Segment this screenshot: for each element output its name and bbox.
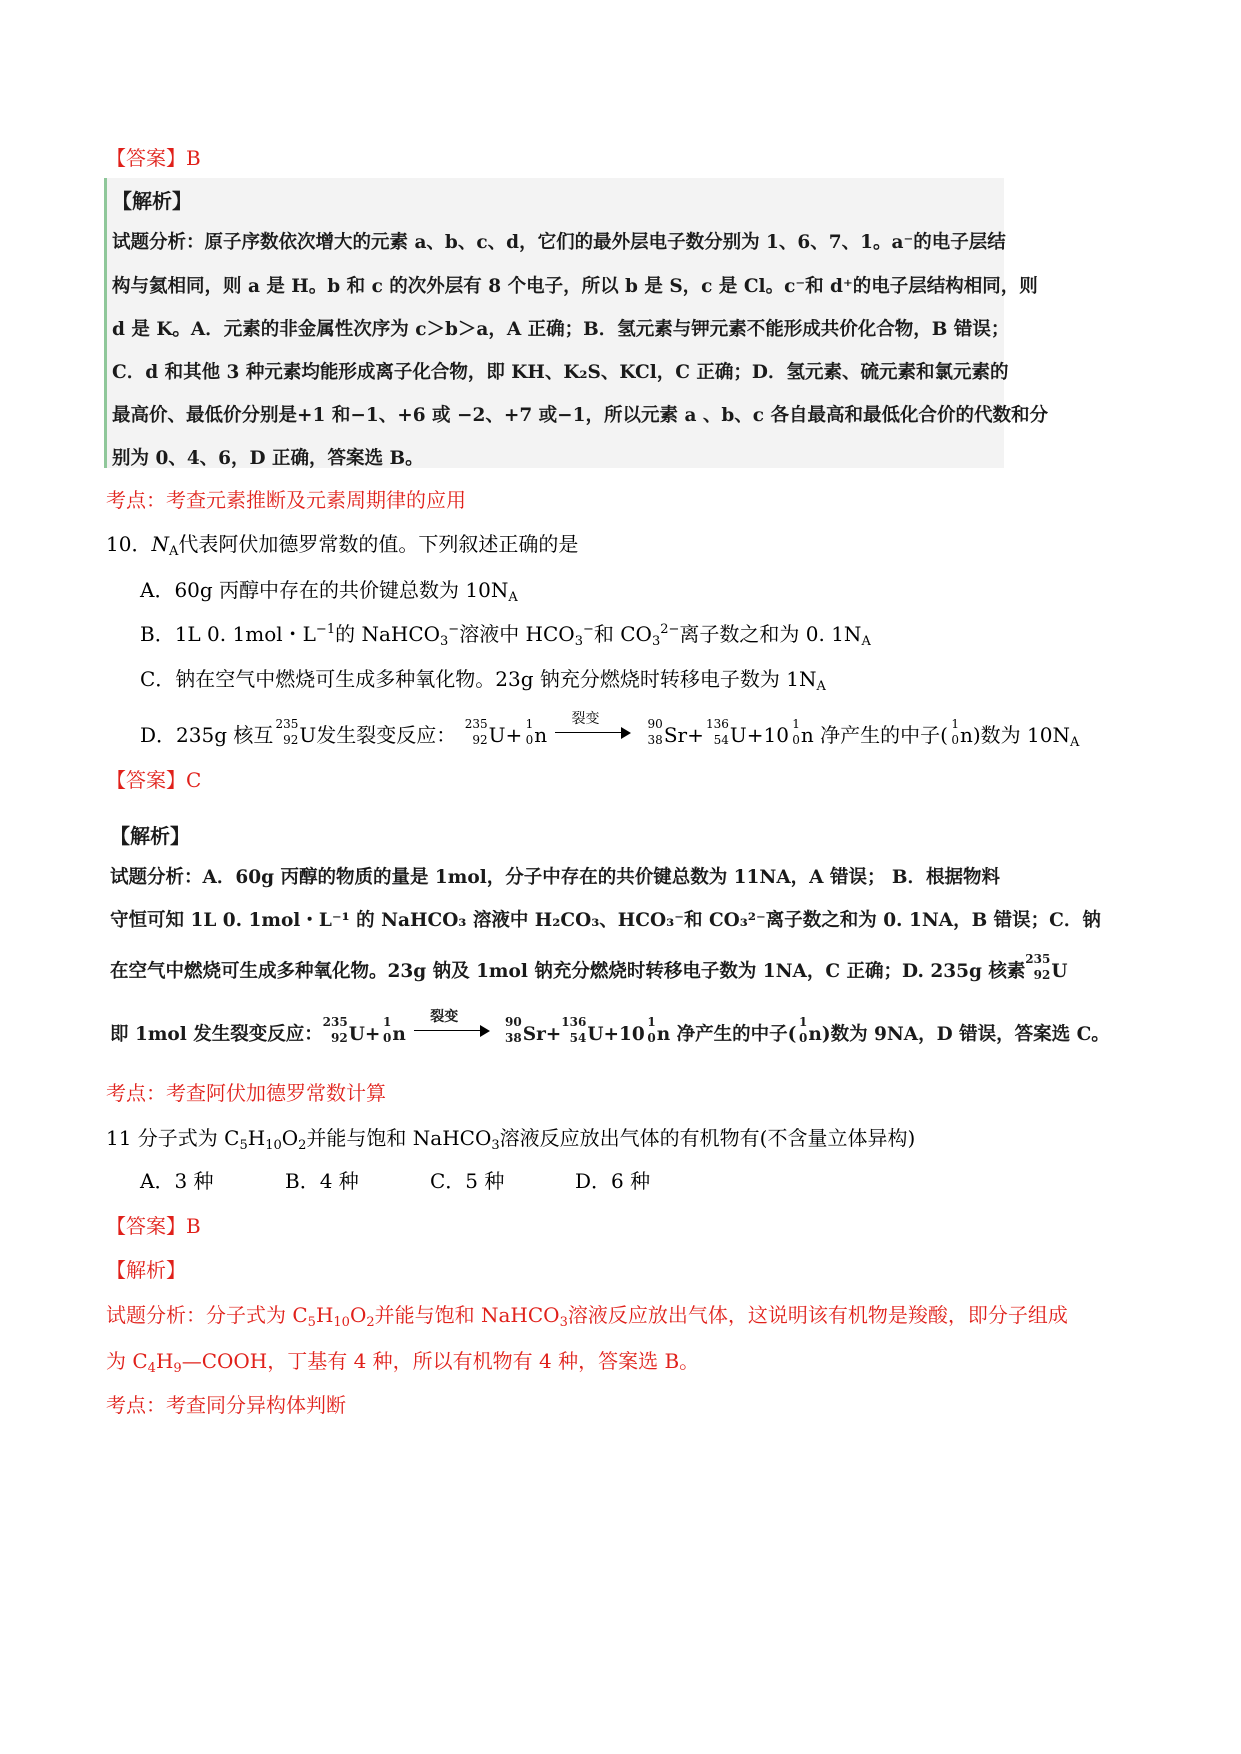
q11-stem-s2: 10	[265, 1138, 282, 1153]
q10-option-b-end: 离子数之和为 0. 1N	[679, 622, 862, 646]
nuclide-number: 38	[505, 1031, 522, 1045]
q10-kaodian: 考点：考查阿伏加德罗常数计算	[106, 1081, 386, 1105]
q10-option-d-u-nuclide	[273, 717, 299, 748]
q10-option-d-tail2: n)数为 10N	[959, 723, 1070, 747]
fission-arrow-icon	[553, 711, 631, 744]
q11-stem	[106, 1122, 915, 1153]
q10-option-d	[140, 711, 1080, 750]
q11-analysis-end: 溶液反应放出气体，这说明该有机物是羧酸，即分子组成	[567, 1303, 1068, 1327]
nuclide-mass: 90	[505, 1015, 522, 1029]
a-u235: U+	[348, 1024, 381, 1045]
q10-option-b-mid3: 和 CO	[593, 622, 652, 646]
q9-answer: 【答案】B	[106, 146, 201, 170]
nuclide-number: 92	[1033, 968, 1051, 982]
q11-stem-s4: 3	[491, 1138, 500, 1153]
tail-n-nuclide	[948, 717, 960, 748]
q10-option-c	[140, 663, 826, 694]
nuclide-number: 92	[472, 733, 488, 747]
q10-option-b-mid1: 的 NaHCO	[335, 622, 441, 646]
nuclide-number: 54	[569, 1031, 587, 1045]
q10-option-b	[140, 618, 871, 649]
q9-analysis-line-5: 最高价、最低价分别是+1 和−1、+6 或 −2、+7 或−1，所以元素 a 、b、c 各自最高和最低化合价的代数和分	[112, 405, 1049, 426]
nuclide-mass: 235	[464, 717, 488, 731]
q11-stem-end: 溶液反应放出气体的有机物有(不含量立体异构)	[499, 1126, 916, 1150]
q10-option-b-sup3: −	[582, 622, 594, 637]
q11-analysis-h: H	[315, 1303, 334, 1327]
nuclide-number: 0	[647, 1031, 656, 1045]
a-u136: U+10	[587, 1024, 645, 1045]
q9-analysis-line-1: 试题分析：原子序数依次增大的元素 a、b、c、d，它们的最外层电子数分别为 1、6、7、1。a⁻的电子层结	[112, 232, 1006, 253]
q10-analysis-line-4-pre: 即 1mol 发生裂变反应：	[110, 1024, 323, 1045]
nuclide-number: 92	[283, 733, 299, 747]
nuclide-number: 92	[331, 1031, 348, 1045]
nuclide-mass: 235	[275, 717, 299, 731]
q11-option-c: C．5 种	[430, 1169, 505, 1193]
nuclide-mass: 136	[561, 1015, 587, 1029]
q10-option-c-sub: A	[816, 679, 826, 694]
nuclide-number: 38	[647, 733, 663, 747]
q10-analysis-line-1: 试题分析：A．60g 丙醇的物质的量是 1mol，分子中存在的共价键总数为 11NA，A 错误； B．根据物料	[110, 867, 1001, 888]
fission-arrow-label: 裂变	[430, 1009, 459, 1025]
q9-analysis-line-4: C．d 和其他 3 种元素均能形成离子化合物，即 KH、K₂S、KCl，C 正确；D．氢元素、硫元素和氯元素的	[112, 362, 1009, 383]
nuclide-mass: 1	[382, 1015, 392, 1029]
q9-analysis-line-2: 构与氦相同，则 a 是 H。b 和 c 的次外层有 8 个电子，所以 b 是 S，c 是 Cl。c⁻和 d⁺的电子层结构相同，则	[112, 276, 1038, 297]
q10-analysis-line-4-post: 净产生的中子(	[676, 1024, 797, 1045]
q10-analysis-u: U	[1051, 961, 1068, 982]
q10-option-b-sub1: 3	[440, 634, 449, 649]
q11-stem-pre: 11 分子式为 C	[106, 1126, 240, 1150]
q9-analysis-line-6: 别为 0、4、6，D 正确，答案选 B。	[112, 448, 424, 469]
nuclide-mass: 235	[322, 1015, 348, 1029]
q11-kaodian: 考点：考查同分异构体判断	[106, 1393, 346, 1417]
eq-n2-nuclide	[789, 717, 801, 748]
eq-sr-nuclide	[638, 717, 664, 748]
nuclide-mass: 1	[799, 1015, 808, 1029]
q10-option-a-text: A．60g 丙醇中存在的共价键总数为 10N	[140, 578, 509, 602]
q10-answer: 【答案】C	[106, 768, 202, 792]
q10-stem-rest: 代表阿伏加德罗常数的值。下列叙述正确的是	[178, 532, 579, 556]
q10-option-a	[140, 574, 518, 605]
eq-sr: Sr+	[663, 723, 704, 747]
q11-analysis-s2: 10	[333, 1315, 350, 1330]
q11-analysis-line-2	[106, 1345, 699, 1376]
q11-analysis2-s2: 9	[173, 1361, 182, 1376]
q10-analysis-title: 【解析】	[110, 824, 190, 848]
q11-stem-o: O	[281, 1126, 299, 1150]
nuclide-number: 54	[713, 733, 729, 747]
q10-stem-na-sub: A	[168, 544, 179, 559]
nuclide-mass: 90	[647, 717, 663, 731]
eq-n: n	[534, 723, 548, 747]
a-n2: n	[656, 1024, 671, 1045]
q10-stem	[106, 528, 578, 559]
q11-answer: 【答案】B	[106, 1214, 201, 1238]
nuclide-number: 0	[951, 733, 959, 747]
q11-analysis-o: O	[349, 1303, 367, 1327]
nuclide-mass: 136	[705, 717, 729, 731]
eq-u136-nuclide	[704, 717, 730, 748]
q10-analysis-line-3	[110, 952, 1068, 983]
q9-analysis-bar	[104, 178, 107, 468]
nuclide-number: 0	[525, 733, 534, 747]
q10-analysis-line-3-text: 在空气中燃烧可生成多种氧化物。23g 钠及 1mol 钠充分燃烧时转移电子数为 1NA，C 正确；D. 235g 核素	[110, 961, 1026, 982]
a-sr-nuclide	[497, 1015, 523, 1046]
q9-analysis-title: 【解析】	[112, 189, 192, 213]
q10-analysis-line-4	[110, 1009, 1110, 1046]
nuclide-number: 0	[792, 733, 800, 747]
eq-n-nuclide	[522, 717, 534, 748]
q10-option-b-mid2: 溶液中 HCO	[459, 622, 575, 646]
q10-option-b-sub-end: A	[861, 634, 871, 649]
a-u235-nuclide	[322, 1015, 349, 1046]
q10-option-c-text: C．钠在空气中燃烧可生成多种氧化物。23g 钠充分燃烧时转移电子数为 1N	[140, 667, 817, 691]
q11-stem-s3: 2	[298, 1138, 307, 1153]
q11-analysis-s4: 3	[559, 1315, 568, 1330]
a-u136-nuclide	[561, 1015, 587, 1046]
q10-option-d-tail1: 净产生的中子(	[820, 723, 948, 747]
q11-analysis-title: 【解析】	[106, 1258, 186, 1282]
q10-analysis-u-nuclide	[1025, 952, 1051, 983]
q10-option-d-tail-sub: A	[1069, 735, 1080, 750]
q10-analysis-line-2: 守恒可知 1L 0. 1mol・L⁻¹ 的 NaHCO₃ 溶液中 H₂CO₃、HCO₃⁻和 CO₃²⁻离子数之和为 0. 1NA，B 错误；C．钠	[110, 910, 1101, 931]
nuclide-mass: 1	[647, 1015, 656, 1029]
q11-option-b: B．4 种	[285, 1169, 359, 1193]
q10-option-d-mid: 发生裂变反应：	[316, 723, 457, 747]
q11-analysis2-s1: 4	[147, 1361, 156, 1376]
nuclide-mass: 1	[951, 717, 959, 731]
q10-stem-num: 10．	[106, 532, 152, 556]
q11-option-d: D．6 种	[575, 1169, 651, 1193]
q10-option-b-sub2: 3	[574, 634, 583, 649]
a-sr: Sr+	[522, 1024, 562, 1045]
q10-analysis-line-4-end: n)数为 9NA，D 错误，答案选 C。	[808, 1024, 1110, 1045]
q10-option-b-sup2: −	[448, 622, 460, 637]
q10-stem-na: N	[151, 532, 169, 556]
fission-arrow-icon	[412, 1009, 490, 1042]
nuclide-mass: 1	[525, 717, 534, 731]
q11-option-a: A．3 种	[140, 1169, 214, 1193]
q11-analysis2-h: H	[155, 1349, 174, 1373]
q10-option-b-sub3: 3	[651, 634, 661, 649]
nuclide-number: 0	[799, 1031, 808, 1045]
q11-stem-h: H	[247, 1126, 266, 1150]
q11-analysis2-end: —COOH，丁基有 4 种，所以有机物有 4 种，答案选 B。	[181, 1349, 700, 1373]
q11-analysis-s3: 2	[366, 1315, 375, 1330]
q10-option-b-pre: B．1L 0. 1mol・L	[140, 622, 316, 646]
fission-arrow-label: 裂变	[571, 711, 600, 727]
q10-option-b-sup4: 2−	[660, 622, 680, 637]
a-n: n	[392, 1024, 406, 1045]
q9-kaodian: 考点：考查元素推断及元素周期律的应用	[106, 488, 466, 512]
eq-n2: n	[800, 723, 814, 747]
q10-option-d-u: U	[299, 723, 317, 747]
q11-analysis-pre: 试题分析：分子式为 C	[106, 1303, 308, 1327]
q9-analysis-line-3: d 是 K。A．元素的非金属性次序为 c＞b＞a，A 正确；B．氢元素与钾元素不能形成共价化合物，B 错误；	[112, 319, 1010, 340]
q10-option-a-sub: A	[508, 590, 518, 605]
eq-u235-nuclide	[463, 717, 489, 748]
q11-analysis-line-1	[106, 1299, 1068, 1330]
q11-analysis2-pre: 为 C	[106, 1349, 148, 1373]
eq-u136: U+10	[729, 723, 789, 747]
nuclide-mass: 235	[1025, 952, 1051, 966]
q11-stem-mid: 并能与饱和 NaHCO	[306, 1126, 492, 1150]
nuclide-mass: 1	[792, 717, 800, 731]
a-n2-nuclide	[645, 1015, 657, 1046]
a-n-nuclide	[380, 1015, 392, 1046]
q10-option-d-pre: D．235g 核互	[140, 723, 274, 747]
q11-stem-s1: 5	[239, 1138, 248, 1153]
a-tail-n-nuclide	[796, 1015, 808, 1046]
q10-option-b-sup1: −1	[315, 622, 336, 637]
q11-analysis-s1: 5	[307, 1315, 316, 1330]
eq-u235: U+	[488, 723, 523, 747]
nuclide-number: 0	[382, 1031, 392, 1045]
q11-analysis-mid: 并能与饱和 NaHCO	[374, 1303, 560, 1327]
